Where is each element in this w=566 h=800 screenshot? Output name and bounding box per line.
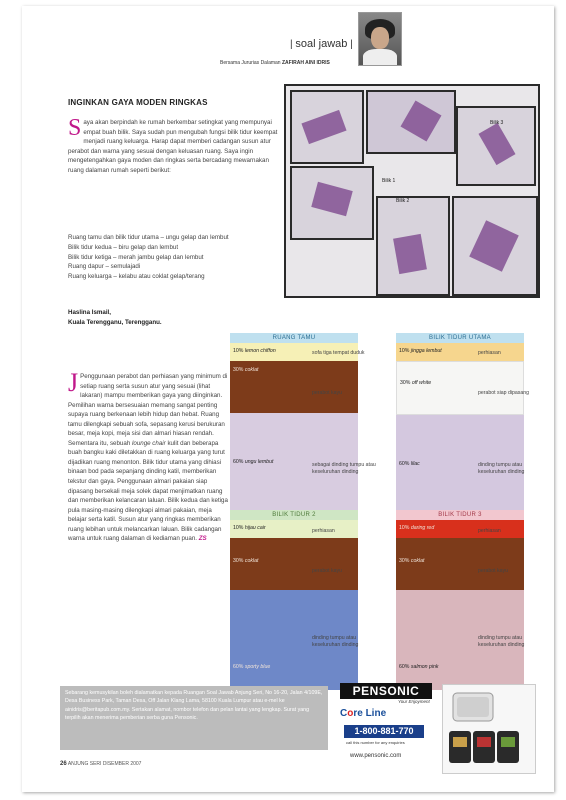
swatch-60: 60% lilac xyxy=(396,415,524,515)
palette-title: BILIK TIDUR 3 xyxy=(396,510,524,520)
contact-notice: Sebarang kemusykilan boleh dialamatkan kepada Ruangan Soal Jawab Anjung Seri, No 16-20, Jalan 4/109E, Desa Business Park, Taman Desa, Off Jalan Klang Lama, 58100 Kuala Lumpur atau e-mel ke ainidris@beritapub.com.my. Sertakan alamat, nombor telefon dan pelan lantai yang lengkap. Surat yang terpilih akan menerima pemberian serba guna Pensonic. xyxy=(60,686,328,750)
palette-title: BILIK TIDUR UTAMA xyxy=(396,333,524,343)
palette-title: RUANG TAMU xyxy=(230,333,358,343)
swatch-note: sebagai dinding tumpu atau keseluruhan dinding xyxy=(312,462,376,475)
swatch-10: 10% jingga lembut xyxy=(396,343,524,361)
swatch-60: 60% salmon pink xyxy=(396,590,524,690)
author-photo xyxy=(358,12,402,66)
swatch-note: perabot kayu xyxy=(312,390,342,396)
swatch-note: dinding tumpu atau keseluruhan dinding xyxy=(312,635,359,648)
dropcap: J xyxy=(68,368,79,397)
swatch-note: perabot kayu xyxy=(312,568,342,574)
sender: Haslina Ismail, Kuala Terengganu, Terengganu. xyxy=(68,309,162,326)
swatch-note: dinding tumpu atau keseluruhan dinding xyxy=(478,635,525,648)
question-body: Saya akan berpindah ke rumah berkembar setingkat yang mempunyai empat buah bilik. Saya sudah pun mengubah fungsi bilik tidur keempat menjadi ruang keluarga. Harap dapat memberi cadangan susun atur perabot dan warna yang sesuai dengan keluasan ruang. Saya ingin mengetengahkan gaya moden dan ringkas serta bercadang mewarnakan ruang dalaman rumah seperti berikut: xyxy=(68,115,278,174)
swatch-60: 60% ungu lembut xyxy=(230,413,358,513)
swatch-note: perabot siap dipasang xyxy=(478,390,530,396)
swatch-30: 30% off white xyxy=(396,361,524,415)
swatch-note: perhiasan xyxy=(478,528,501,534)
palette-ruang-tamu xyxy=(230,333,358,513)
palette-title: BILIK TIDUR 2 xyxy=(230,510,358,520)
swatch-30: 30% coklat xyxy=(230,538,358,590)
pensonic-url[interactable]: www.pensonic.com xyxy=(350,753,402,759)
swatch-note: perhiasan xyxy=(312,528,335,534)
careline-subtext: call this number for any enquiries xyxy=(346,740,405,745)
swatch-10: 10% daring red xyxy=(396,520,524,538)
palette-bilik-2 xyxy=(230,510,358,690)
swatch-note: dinding tumpu atau keseluruhan dinding xyxy=(478,462,525,475)
list-item: Bilik tidur ketiga – merah jambu gelap dan lembut xyxy=(68,253,204,261)
color-request-list xyxy=(68,233,280,282)
question-title: INGINKAN GAYA MODEN RINGKAS xyxy=(68,98,208,107)
swatch-note: sofa tiga tempat duduk xyxy=(312,350,365,356)
swatch-10: 10% hijau cair xyxy=(230,520,358,538)
room-label: Bilik 3 xyxy=(490,120,504,126)
answer-body: J Penggunaan perabot dan perhiasan yang minimum di setiap ruang serta susun atur yang sesuai (lihat lakaran) mampu memberikan gaya yang diinginkan. Pemilihan warna bersesuaian memang sangat penting supaya ruang berkenaan lebih hidup dan hebat. Ruang tamu dilengkapi sebuah sofa, sepasang kerusi berukuran besar, meja kopi, meja sisi dan almari hiasan rendah. Sementara itu, sebuah lounge chair kulit dan beberapa buah bangku kaki diletakkan di ruang keluarga yang turut dijadikan ruang menonton. Bilik tidur utama yang dihiasi binaan bod pada sepanjang dinding katil, memberikan tekstur dan gaya. Penggunaan almari pakaian siap dipasang bersekali meja solek dapat menjimatkan ruang dan memberikan kelancaran laluan. Bilik kedua dan ketiga pula masing-masing dilengkapi almari pakaian, meja belajar serta katil. Susun atur yang ringkas memberikan ruang lebihan untuk melancarkan laluan. Bilik cadangan warna untuk ruang dalaman di kediaman puan. ZS xyxy=(68,368,228,543)
careline-phone[interactable]: 1-800-881-770 xyxy=(344,725,424,738)
careline-logo: Core Line xyxy=(340,708,387,719)
product-photo xyxy=(442,684,536,774)
list-item: Bilik tidur kedua – biru gelap dan lembut xyxy=(68,243,179,251)
floor-plan-sketch xyxy=(284,84,540,298)
room-label: Bilik 2 xyxy=(396,198,410,204)
swatch-30: 30% coklat xyxy=(230,361,358,413)
byline: Bersama Jururias Dalaman ZAFIRAH AINI IDRIS xyxy=(220,60,330,66)
list-item: Ruang dapur – semulajadi xyxy=(68,263,141,271)
list-item: Ruang keluarga – kelabu atau coklat gelap/terang xyxy=(68,273,205,281)
dropcap: S xyxy=(68,115,82,141)
list-item: Ruang tamu dan bilik tidur utama – ungu gelap dan lembut xyxy=(68,234,229,241)
pensonic-tagline: Your Enjoyment xyxy=(398,699,430,704)
pensonic-logo: PENSONIC xyxy=(340,683,432,699)
swatch-note: perabot kayu xyxy=(478,568,508,574)
section-title: | soal jawab | xyxy=(290,38,353,50)
swatch-note: perhiasan xyxy=(478,350,501,356)
page-footer: 26 ANJUNG SERI DISEMBER 2007 xyxy=(60,761,142,767)
author-signature: ZS xyxy=(198,535,207,543)
palette-bilik-utama xyxy=(396,333,524,515)
swatch-30: 30% coklat xyxy=(396,538,524,590)
swatch-10: 10% lemon chiffon xyxy=(230,343,358,361)
room-label: Bilik 1 xyxy=(382,178,396,184)
palette-bilik-3 xyxy=(396,510,524,690)
swatch-60: 60% sporty blue xyxy=(230,590,358,690)
